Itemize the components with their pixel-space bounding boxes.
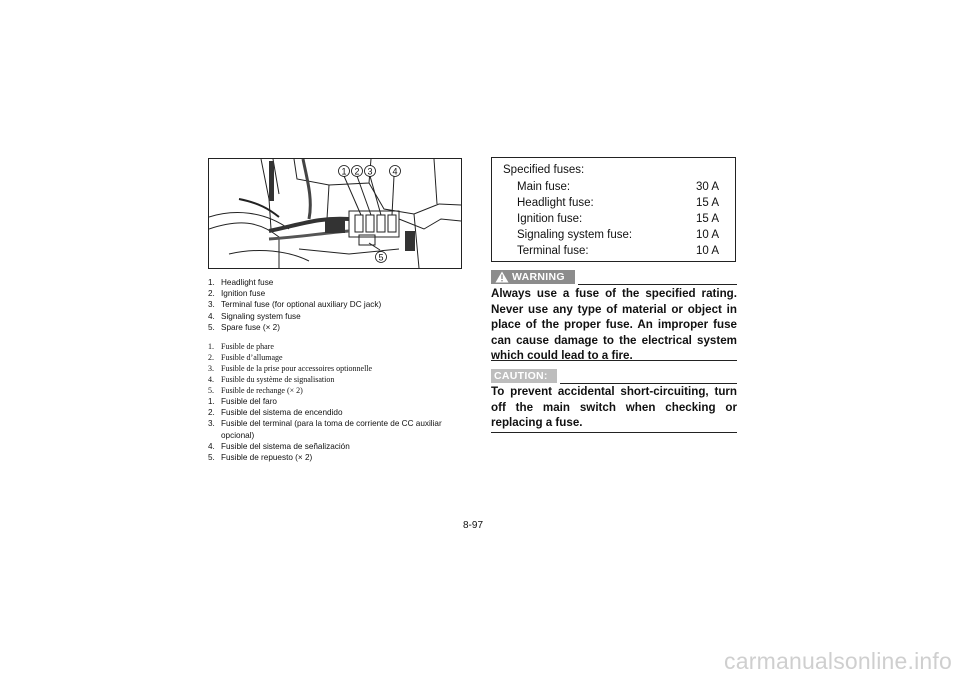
spec-value: 10 A: [695, 245, 719, 257]
caption-list-french: [208, 341, 470, 396]
specified-fuses-box: [491, 157, 736, 262]
callout-4-label: 4: [392, 166, 398, 177]
spec-label: Main fuse:: [517, 181, 571, 193]
list-item: 2. Fusible d’allumage: [208, 353, 283, 362]
spec-row: [517, 197, 719, 213]
callout-1-label: 1: [341, 166, 347, 177]
list-item: 4. Signaling system fuse: [208, 311, 301, 321]
spec-row: [517, 213, 719, 229]
list-item: 2. Fusible del sistema de encendido: [208, 408, 343, 418]
caution-bottom-rule: [491, 432, 737, 433]
list-item: 4. Fusible del sistema de señalización: [208, 441, 350, 451]
list-item: 5. Spare fuse (× 2): [208, 322, 280, 332]
spec-label: Headlight fuse:: [517, 197, 594, 209]
fuse-box-illustration: [208, 158, 462, 269]
list-item: 4. Fusible du système de signalisation: [208, 375, 335, 384]
warning-badge: [491, 270, 575, 284]
spec-row: [517, 181, 719, 197]
list-item: 2. Ignition fuse: [208, 289, 266, 299]
list-item: 3. Terminal fuse (for optional auxiliary DC jack): [208, 300, 382, 310]
warning-text: Always use a fuse of the specified rating. Never use any type of material or object in place of the proper fuse. An improper fuse can cause damage to the electrical system which could lead to a fire.: [491, 287, 737, 362]
callout-3-label: 3: [367, 166, 373, 177]
spec-value: 15 A: [695, 213, 719, 225]
warning-bottom-rule: [491, 360, 737, 361]
spec-row: [517, 245, 719, 261]
fuse-diagram-svg: [209, 159, 461, 268]
page-number: 8-97: [463, 520, 484, 531]
spec-value: 15 A: [695, 197, 719, 209]
spec-row: [517, 229, 719, 245]
spec-value: 30 A: [695, 181, 719, 193]
spec-value: 10 A: [695, 229, 719, 241]
callout-5-label: 5: [378, 252, 384, 263]
caption-list-english: [208, 277, 470, 333]
spec-label: Terminal fuse:: [517, 245, 589, 257]
warning-label: WARNING: [512, 271, 565, 283]
spec-label: Signaling system fuse:: [517, 229, 633, 241]
warning-triangle-icon: [495, 271, 509, 283]
spec-title: Specified fuses:: [503, 164, 585, 176]
list-item: 3. Fusible del terminal (para la toma de corriente de CC auxiliar opcional): [208, 419, 442, 440]
list-item: 5. Fusible de rechange (× 2): [208, 386, 303, 395]
list-item: 3. Fusible de la prise pour accessoires optionnelle: [208, 364, 373, 373]
list-item: 5. Fusible de repuesto (× 2): [208, 453, 313, 463]
list-item: 1. Fusible de phare: [208, 342, 274, 351]
warning-top-rule: [578, 284, 737, 285]
list-item: 1. Headlight fuse: [208, 278, 274, 287]
caution-text: To prevent accidental short-circuiting, turn off the main switch when checking or replacing a fuse.: [491, 385, 737, 429]
caution-label: CAUTION:: [494, 370, 548, 382]
list-item: 1. Fusible del faro: [208, 397, 277, 406]
watermark: carmanualsonline.info: [724, 648, 952, 674]
spec-label: Ignition fuse:: [517, 213, 583, 225]
caution-badge: [491, 369, 557, 383]
callout-2-label: 2: [354, 166, 360, 177]
caption-list-spanish: [208, 396, 470, 463]
